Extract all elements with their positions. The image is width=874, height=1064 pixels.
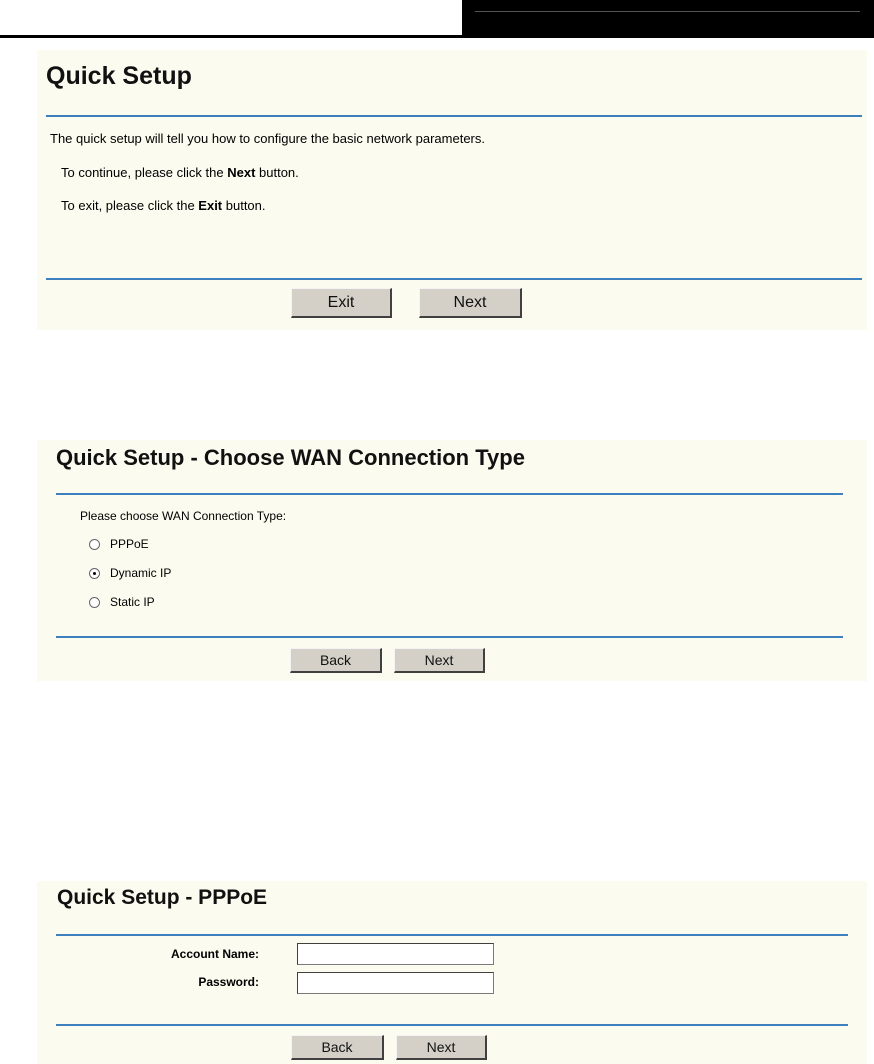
next-button[interactable]: Next (394, 648, 485, 673)
dynamic-ip-label: Dynamic IP (110, 566, 172, 580)
next-button[interactable]: Next (396, 1035, 487, 1060)
header-dark-bar (462, 0, 874, 36)
quick-setup-panel (37, 50, 867, 330)
password-label: Password: (198, 975, 259, 989)
back-button[interactable]: Back (290, 648, 382, 673)
title-divider (46, 115, 862, 117)
header-rule (0, 35, 874, 38)
pppoe-panel (37, 881, 867, 1064)
wan-footer-divider (56, 636, 843, 638)
exit-instruction: To exit, please click the Exit button. (61, 198, 266, 213)
static-ip-label: Static IP (110, 595, 155, 609)
pppoe-title: Quick Setup - PPPoE (57, 886, 268, 909)
exit-button[interactable]: Exit (291, 288, 392, 318)
password-input[interactable] (297, 972, 494, 994)
static-ip-radio[interactable] (89, 597, 100, 608)
pppoe-label: PPPoE (110, 537, 149, 551)
header-divider (475, 11, 860, 12)
back-button[interactable]: Back (291, 1035, 384, 1060)
radio-option-dynamic-ip[interactable] (89, 566, 171, 580)
pppoe-footer-divider (56, 1024, 848, 1026)
continue-instruction: To continue, please click the Next button. (61, 165, 299, 180)
pppoe-radio[interactable] (89, 539, 100, 550)
pppoe-title-divider (56, 934, 848, 936)
wan-type-title: Quick Setup - Choose WAN Connection Type (56, 445, 525, 470)
wan-type-prompt: Please choose WAN Connection Type: (80, 509, 287, 523)
page-title: Quick Setup (46, 62, 192, 90)
dynamic-ip-radio[interactable] (89, 568, 100, 579)
wan-type-panel (37, 440, 867, 681)
wan-title-divider (56, 493, 843, 495)
next-button[interactable]: Next (419, 288, 522, 318)
radio-option-pppoe[interactable] (89, 537, 149, 551)
radio-option-static-ip[interactable] (89, 595, 155, 609)
account-name-label: Account Name: (170, 947, 259, 961)
footer-divider (46, 278, 862, 280)
intro-text: The quick setup will tell you how to configure the basic network parameters. (50, 131, 485, 146)
account-name-input[interactable] (297, 943, 494, 965)
